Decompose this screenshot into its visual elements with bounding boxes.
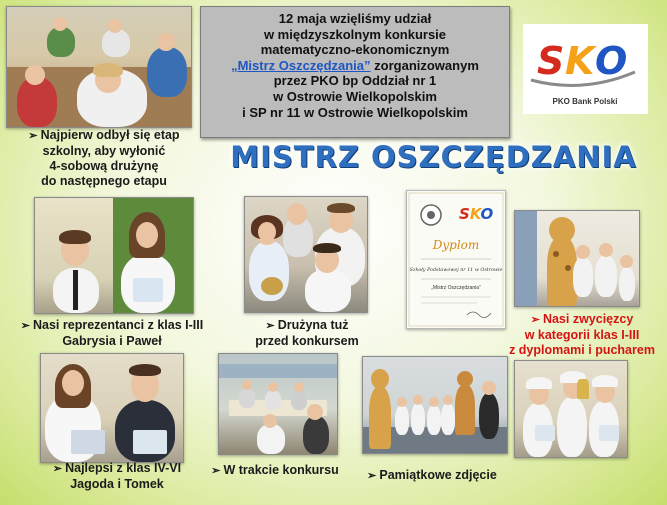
caption-winners-line-2: w kategorii klas I-III — [524, 328, 640, 342]
svg-text:O: O — [595, 39, 628, 83]
svg-text:PKO Bank Polski: PKO Bank Polski — [552, 97, 618, 106]
info-line-3: matematyczno-ekonomicznym — [260, 42, 450, 58]
arrow-bullet-icon: ➢ — [265, 320, 275, 332]
caption-school-stage-line-2: szkolny, aby wyłonić — [42, 144, 166, 158]
caption-winners — [500, 312, 664, 358]
photo-winners-trophy — [514, 360, 628, 458]
caption-representatives-line-1: ➢ Nasi reprezentanci z klas I-III — [20, 318, 204, 332]
svg-text:SKO: SKO — [459, 205, 494, 223]
caption-during-contest — [200, 463, 350, 479]
svg-text:K: K — [565, 39, 595, 83]
caption-school-stage-line-1: ➢ Najpierw odbył się etap — [28, 128, 180, 142]
info-box — [200, 6, 510, 138]
info-line-4-rest: zorganizowanym — [370, 57, 479, 73]
caption-representatives-line-2: Gabrysia i Paweł — [62, 334, 162, 348]
caption-representatives — [14, 318, 210, 349]
arrow-bullet-icon: ➢ — [28, 130, 38, 142]
caption-best-students-line-1: ➢ Najlepsi z klas IV-VI — [52, 461, 182, 475]
caption-during-contest-line-1: ➢ W trakcie konkursu — [211, 463, 339, 477]
caption-team-line-1: ➢ Drużyna tuż — [265, 318, 349, 332]
caption-best-students-line-2: Jagoda i Tomek — [70, 477, 164, 491]
photo-team — [244, 196, 368, 313]
sko-logo-graphic — [523, 24, 648, 114]
caption-team-line-2: przed konkursem — [255, 334, 359, 348]
info-line-7: i SP nr 11 w Ostrowie Wielkopolskim — [242, 104, 468, 120]
caption-group-photo-line-1: ➢ Pamiątkowe zdjęcie — [367, 468, 497, 482]
arrow-bullet-icon: ➢ — [20, 320, 30, 332]
arrow-bullet-icon: ➢ — [367, 470, 377, 482]
photo-winners — [514, 210, 640, 307]
info-line-2: w międzyszkolnym konkursie — [263, 26, 447, 42]
photo-representatives — [34, 197, 194, 314]
diploma-graphic — [407, 191, 505, 328]
photo-school-stage — [6, 6, 192, 128]
caption-best-students — [32, 461, 202, 492]
info-line-4 — [201, 58, 509, 74]
caption-school-stage — [14, 128, 194, 189]
caption-group-photo — [352, 468, 512, 484]
caption-school-stage-line-3: 4-sobową drużynę — [49, 159, 159, 173]
arrow-bullet-icon: ➢ — [530, 314, 540, 326]
arrow-bullet-icon: ➢ — [211, 465, 221, 477]
caption-winners-line-1: ➢ Nasi zwycięzcy — [530, 312, 634, 326]
photo-group — [362, 356, 508, 454]
info-line-5: przez PKO bp Oddział nr 1 — [273, 73, 437, 89]
sko-logo — [523, 24, 648, 114]
caption-team — [232, 318, 382, 349]
svg-text:Dyplom: Dyplom — [432, 238, 480, 252]
contest-name-link[interactable]: „Mistrz Oszczędzania” — [231, 57, 371, 73]
photo-during-contest — [218, 353, 338, 455]
svg-text:S: S — [537, 39, 565, 83]
page-title: MISTRZ OSZCZĘDZANIA — [230, 140, 637, 174]
arrow-bullet-icon: ➢ — [52, 463, 63, 475]
info-line-1: 12 maja wzięliśmy udział — [278, 11, 432, 26]
caption-school-stage-line-4: do następnego etapu — [41, 174, 167, 188]
svg-text:Szkoły Podstawowej nr 11 w Ost: Szkoły Podstawowej nr 11 w Ostrowie — [409, 268, 503, 273]
diploma-image — [406, 190, 506, 329]
photo-best-students — [40, 353, 184, 463]
caption-winners-line-3: z dyplomami i pucharem — [509, 343, 655, 357]
info-line-6: w Ostrowie Wielkopolskim — [273, 88, 437, 104]
svg-text:„Mistrz Oszczędzania”: „Mistrz Oszczędzania” — [431, 285, 481, 291]
